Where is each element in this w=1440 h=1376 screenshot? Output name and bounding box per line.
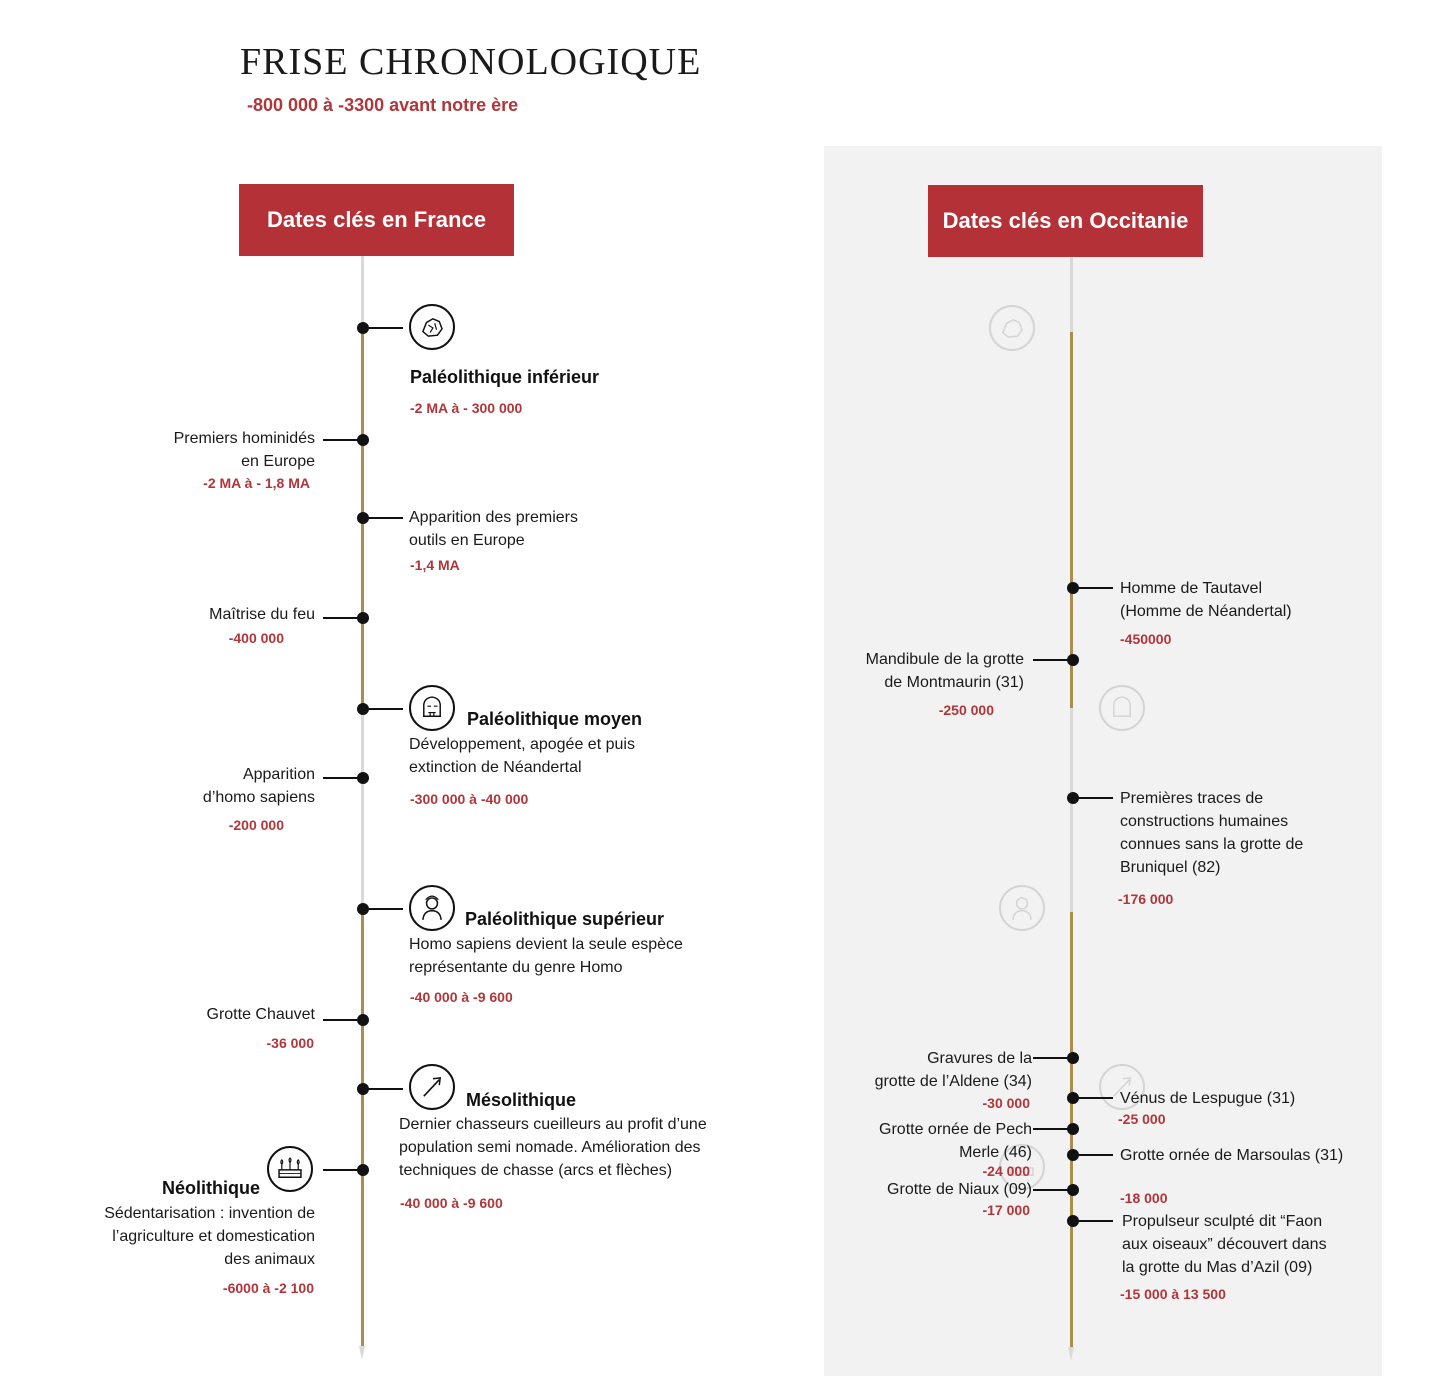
event-date-marsoulas: -18 000 bbox=[1120, 1190, 1168, 1206]
event-date-hominides: -2 MA à - 1,8 MA bbox=[203, 475, 310, 491]
event-date-chauvet: -36 000 bbox=[266, 1035, 314, 1051]
event-date-outils: -1,4 MA bbox=[410, 557, 460, 573]
france-heading: Dates clés en France bbox=[239, 184, 514, 256]
event-date-lespugue: -25 000 bbox=[1118, 1111, 1166, 1127]
event-date-sapiens: -200 000 bbox=[228, 817, 284, 833]
connector bbox=[323, 1019, 361, 1021]
period-title-mesolithique: Mésolithique bbox=[466, 1090, 577, 1110]
connector bbox=[1033, 659, 1071, 661]
event-date-feu: -400 000 bbox=[228, 630, 284, 646]
arrow-icon bbox=[409, 1064, 455, 1110]
connector bbox=[1033, 1057, 1071, 1059]
connector bbox=[1073, 1154, 1113, 1156]
farming-icon bbox=[267, 1146, 313, 1192]
event-label-montmaurin: Mandibule de la grotte de Montmaurin (31) bbox=[865, 651, 1024, 691]
connector bbox=[1073, 1220, 1113, 1222]
event-label-marsoulas: Grotte ornée de Marsoulas (31) bbox=[1120, 1147, 1344, 1164]
period-desc-paleo-moy: Développement, apogée et puis extinction de Néandertal bbox=[409, 736, 635, 776]
period-date-paleo-moy: -300 000 à -40 000 bbox=[410, 791, 529, 807]
period-date-paleo-inf: -2 MA à - 300 000 bbox=[410, 400, 523, 416]
neanderthal-skull-icon bbox=[1099, 685, 1145, 731]
connector bbox=[1073, 797, 1113, 799]
connector bbox=[363, 908, 403, 910]
period-title-paleo-inf: Paléolithique inférieur bbox=[410, 367, 600, 387]
connector bbox=[323, 777, 361, 779]
event-label-niaux: Grotte de Niaux (09) bbox=[887, 1181, 1032, 1198]
connector bbox=[1073, 587, 1113, 589]
event-label-mas-azil: Propulseur sculpté dit “Faon aux oiseaux” découvert dans la grotte du Mas d’Azil (09) bbox=[1122, 1213, 1327, 1276]
connector bbox=[1073, 1097, 1113, 1099]
connector bbox=[323, 439, 361, 441]
stone-tool-icon bbox=[989, 305, 1035, 351]
event-date-pech-merle: -24 000 bbox=[982, 1163, 1030, 1179]
period-desc-mesolithique: Dernier chasseurs cueilleurs au profit d’une population semi nomade. Amélioration des techniques de chasse (arcs et flèches) bbox=[399, 1116, 707, 1179]
event-date-tautavel: -450000 bbox=[1120, 631, 1172, 647]
page-subtitle: -800 000 à -3300 avant notre ère bbox=[247, 95, 519, 115]
connector bbox=[1033, 1128, 1071, 1130]
period-date-neolithique: -6000 à -2 100 bbox=[222, 1280, 314, 1296]
event-label-sapiens: Apparition d’homo sapiens bbox=[202, 766, 315, 806]
occitanie-axis-end bbox=[1068, 1347, 1074, 1361]
event-date-niaux: -17 000 bbox=[982, 1202, 1030, 1218]
event-date-bruniquel: -176 000 bbox=[1118, 891, 1174, 907]
homo-sapiens-icon bbox=[999, 885, 1045, 931]
connector bbox=[363, 708, 403, 710]
event-date-montmaurin: -250 000 bbox=[938, 702, 994, 718]
period-date-mesolithique: -40 000 à -9 600 bbox=[400, 1195, 503, 1211]
event-date-aldene: -30 000 bbox=[982, 1095, 1030, 1111]
event-label-chauvet: Grotte Chauvet bbox=[206, 1006, 315, 1023]
event-date-mas-azil: -15 000 à 13 500 bbox=[1120, 1286, 1226, 1302]
connector bbox=[323, 617, 361, 619]
france-axis-segment-paleo-sup bbox=[361, 908, 364, 1346]
event-label-outils: Apparition des premiers outils en Europe bbox=[409, 509, 578, 549]
event-label-bruniquel: Premières traces de constructions humaines connues sans la grotte de Bruniquel (82) bbox=[1120, 790, 1304, 876]
connector bbox=[323, 1169, 361, 1171]
event-label-feu: Maîtrise du feu bbox=[209, 606, 315, 623]
period-title-neolithique: Néolithique bbox=[162, 1178, 260, 1198]
period-desc-paleo-sup: Homo sapiens devient la seule espèce représentante du genre Homo bbox=[409, 936, 683, 976]
event-label-lespugue: Vénus de Lespugue (31) bbox=[1120, 1090, 1296, 1107]
neanderthal-skull-icon bbox=[409, 685, 455, 731]
event-label-hominides: Premiers hominidés en Europe bbox=[173, 430, 315, 470]
france-axis-end bbox=[359, 1346, 365, 1360]
connector bbox=[1033, 1189, 1071, 1191]
homo-sapiens-icon bbox=[409, 885, 455, 931]
event-label-pech-merle: Grotte ornée de Pech Merle (46) bbox=[879, 1121, 1032, 1161]
occitanie-axis-segment-1 bbox=[1070, 332, 1073, 708]
connector bbox=[363, 517, 403, 519]
event-label-aldene: Gravures de la grotte de l’Aldene (34) bbox=[874, 1050, 1032, 1090]
event-label-tautavel: Homme de Tautavel (Homme de Néandertal) bbox=[1120, 580, 1292, 620]
stone-tool-icon bbox=[409, 304, 455, 350]
connector bbox=[363, 1088, 403, 1090]
occitanie-heading: Dates clés en Occitanie bbox=[928, 185, 1203, 257]
period-date-paleo-sup: -40 000 à -9 600 bbox=[410, 989, 513, 1005]
period-title-paleo-sup: Paléolithique supérieur bbox=[465, 909, 665, 929]
connector bbox=[363, 327, 403, 329]
period-desc-neolithique: Sédentarisation : invention de l’agriculture et domestication des animaux bbox=[104, 1205, 315, 1268]
period-title-paleo-moy: Paléolithique moyen bbox=[467, 709, 643, 729]
page-title: FRISE CHRONOLOGIQUE bbox=[240, 41, 702, 83]
